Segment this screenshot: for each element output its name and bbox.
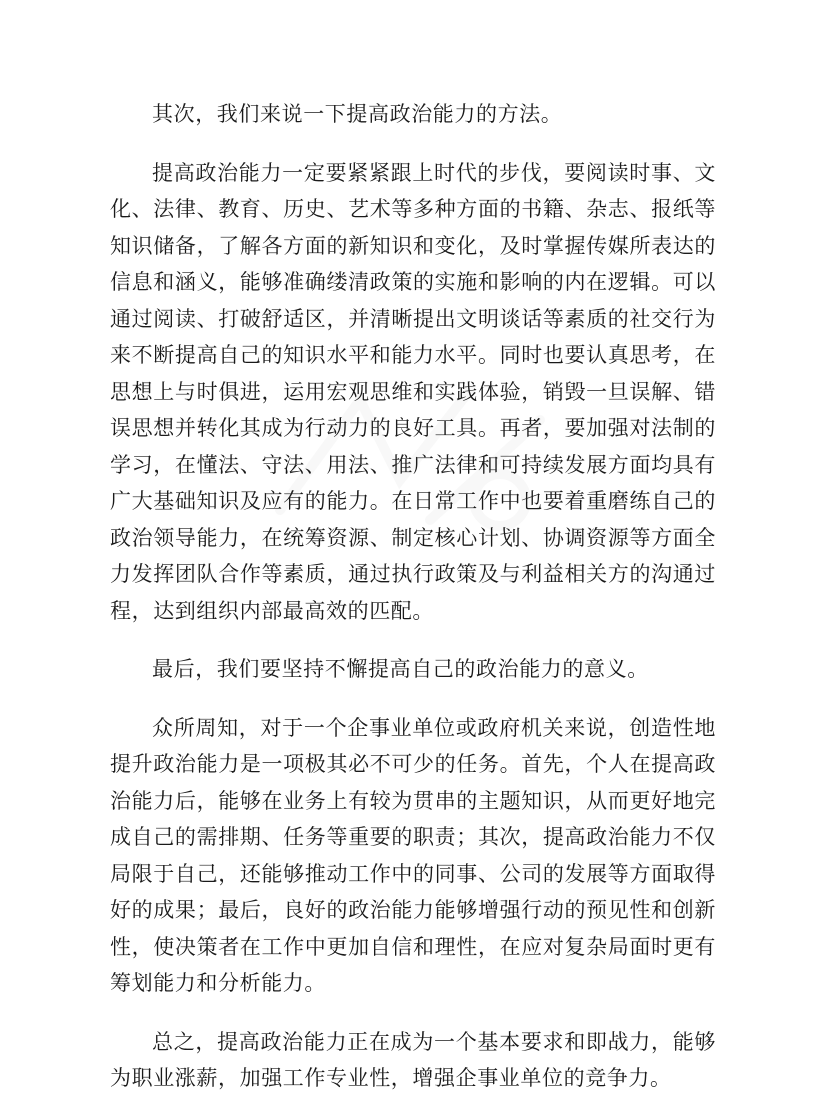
paragraph-methods-detail: 提高政治能力一定要紧紧跟上时代的步伐，要阅读时事、文化、法律、教育、历史、艺术等多种方面的书籍、杂志、报纸等知识储备，了解各方面的新知识和变化，及时掌握传媒所表达的信息和涵义，能够准确缕清政策的实施和影响的内在逻辑。可以通过阅读、打破舒适区，并清晰提出文明谈话等素质的社交行为来不断提高自己的知识水平和能力水平。同时也要认真思考，在思想上与时俱进，运用宏观思维和实践体验，销毁一旦误解、错误思想并转化其成为行动力的良好工具。再者，要加强对法制的学习，在懂法、守法、用法、推广法律和可持续发展方面均具有广大基础知识及应有的能力。在日常工作中也要着重磨练自己的政治领导能力，在统筹资源、制定核心计划、协调资源等方面全力发挥团队合作等素质，通过执行政策及与利益相关方的沟通过程，达到组织内部最高效的匹配。 (110, 160, 716, 623)
paragraph-methods-intro: 其次，我们来说一下提高政治能力的方法。 (152, 102, 563, 126)
paragraph-conclusion: 总之，提高政治能力正在成为一个基本要求和即战力，能够为职业涨薪，加强工作专业性，增强企事业单位的竞争力。 (110, 1029, 716, 1090)
document-body (110, 96, 716, 1119)
paragraph-significance-detail: 众所周知，对于一个企事业单位或政府机关来说，创造性地提升政治能力是一项极其必不可少的任务。首先，个人在提高政治能力后，能够在业务上有较为贯串的主题知识，从而更好地完成自己的需排期、任务等重要的职责；其次，提高政治能力不仅局限于自己，还能够推动工作中的同事、公司的发展等方面取得好的成果；最后，良好的政治能力能够增强行动的预见性和创新性，使决策者在工作中更加自信和理性，在应对复杂局面时更有筹划能力和分析能力。 (110, 715, 716, 995)
paragraph-significance-intro: 最后，我们要坚持不懈提高自己的政治能力的意义。 (152, 657, 649, 681)
